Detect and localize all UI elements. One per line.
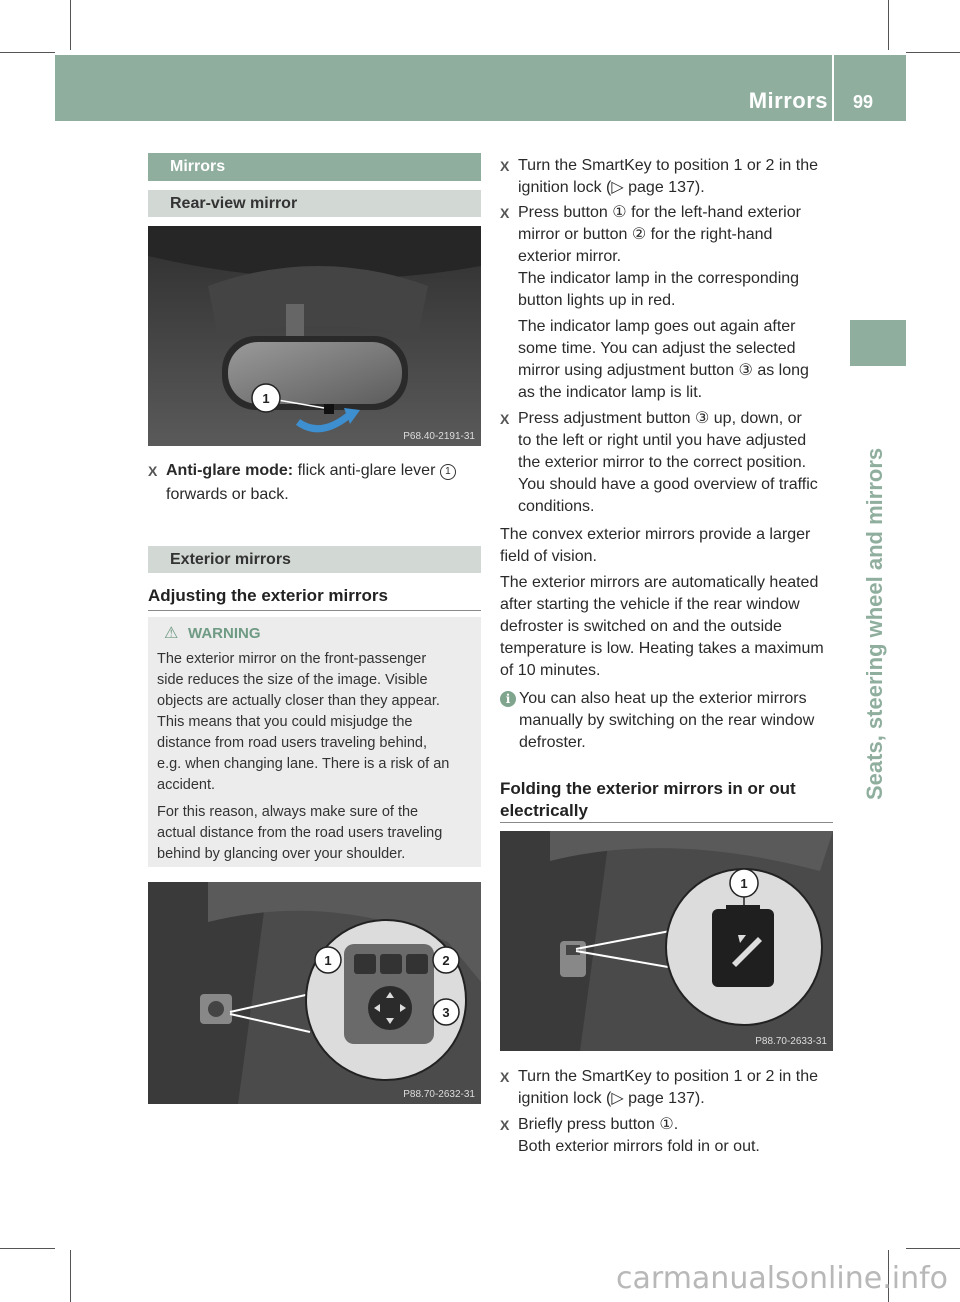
fold-mirror-switch-photo bbox=[500, 831, 833, 1051]
step-line: Briefly press button ①. bbox=[518, 1116, 679, 1133]
step-line: conditions. bbox=[518, 498, 595, 515]
warning-line: actual distance from the road users traveling bbox=[157, 825, 443, 841]
photo-code: P68.40-2191-31 bbox=[403, 431, 475, 442]
heading-rule bbox=[500, 822, 833, 823]
step-line: Turn the SmartKey to position 1 or 2 in the bbox=[518, 1068, 819, 1085]
crop-mark bbox=[888, 0, 889, 50]
antiglare-text: flick anti-glare lever bbox=[297, 462, 436, 479]
antiglare-text-2: forwards or back. bbox=[166, 486, 289, 503]
paragraph-convex bbox=[500, 524, 835, 568]
chapter-label bbox=[860, 380, 900, 800]
para-line: defroster is switched on and the outside bbox=[500, 618, 782, 635]
paragraph-heated bbox=[500, 572, 835, 682]
crop-mark bbox=[906, 1248, 960, 1249]
step-turn-key-2: X Turn the SmartKey to position 1 or 2 in the ignition lock (▷ page 137). bbox=[500, 1066, 835, 1110]
step-line: button lights up in red. bbox=[518, 292, 676, 309]
rearview-mirror-illustration bbox=[148, 226, 481, 446]
warning-text bbox=[157, 649, 479, 865]
section-exterior: Exterior mirrors bbox=[148, 546, 481, 573]
mirror-switch-illustration bbox=[148, 882, 481, 1104]
step-line: ignition lock (▷ page 137). bbox=[518, 1090, 705, 1107]
page-title: Mirrors bbox=[748, 88, 828, 113]
warning-line: behind by glancing over your shoulder. bbox=[157, 846, 406, 862]
fold-switch-illustration bbox=[500, 831, 833, 1051]
warning-icon: ⚠ bbox=[164, 625, 179, 642]
warning-line: This means that you could misjudge the bbox=[157, 714, 413, 730]
step-line: exterior mirror. bbox=[518, 248, 622, 265]
step-line: Press button ① for the left-hand exterior bbox=[518, 204, 801, 221]
antiglare-label: Anti-glare mode: bbox=[166, 462, 294, 479]
para-line: The exterior mirrors are automatically heated bbox=[500, 574, 819, 591]
para-line: of 10 minutes. bbox=[500, 662, 601, 679]
warning-line: The exterior mirror on the front-passenger bbox=[157, 651, 427, 667]
crop-mark bbox=[0, 1248, 55, 1249]
section-mirrors: Mirrors bbox=[148, 153, 481, 181]
step-line: You should have a good overview of traffic bbox=[518, 476, 818, 493]
warning-line: side reduces the size of the image. Visible bbox=[157, 672, 428, 688]
svg-text:1: 1 bbox=[324, 953, 332, 968]
info-icon: i bbox=[500, 691, 516, 707]
step-line: Turn the SmartKey to position 1 or 2 in the bbox=[518, 157, 819, 174]
step-line: the exterior mirror to the correct position. bbox=[518, 454, 807, 471]
warning-line: objects are actually closer than they appear. bbox=[157, 693, 440, 709]
step-line: to the left or right until you have adjusted bbox=[518, 432, 807, 449]
step-line: The indicator lamp goes out again after bbox=[518, 318, 796, 335]
step-line: Both exterior mirrors fold in or out. bbox=[518, 1138, 760, 1155]
step-line: some time. You can adjust the selected bbox=[518, 340, 796, 357]
para-line: temperature is low. Heating takes a maximum bbox=[500, 640, 824, 657]
info-line: manually by switching on the rear window bbox=[519, 712, 815, 729]
svg-text:1: 1 bbox=[740, 876, 748, 891]
heading-line: Folding the exterior mirrors in or out bbox=[500, 779, 796, 798]
photo-code: P88.70-2632-31 bbox=[403, 1089, 475, 1100]
step-line: as the indicator lamp is lit. bbox=[518, 384, 703, 401]
header-divider bbox=[832, 55, 834, 121]
para-line: after starting the vehicle if the rear window bbox=[500, 596, 800, 613]
para-line: The convex exterior mirrors provide a larger bbox=[500, 526, 811, 543]
step-line: mirror or button ② for the right-hand bbox=[518, 226, 773, 243]
step-line: The indicator lamp in the corresponding bbox=[518, 270, 800, 287]
warning-line: accident. bbox=[157, 777, 216, 793]
crop-mark bbox=[906, 52, 960, 53]
antiglare-step: X Anti-glare mode: flick anti-glare lever 1 forwards or back. bbox=[148, 460, 483, 506]
step-line: Press adjustment button ③ up, down, or bbox=[518, 410, 802, 427]
step-press-adjustment: X Press adjustment button ③ up, down, or to the left or right until you have adjusted the exterior mirror to the correct position. You should have a good overview of traffic conditions. bbox=[500, 408, 835, 518]
heading-adjusting: Adjusting the exterior mirrors bbox=[148, 586, 388, 605]
warning-line: For this reason, always make sure of the bbox=[157, 804, 419, 820]
svg-text:2: 2 bbox=[442, 953, 450, 968]
step-line: mirror using adjustment button ③ as long bbox=[518, 362, 809, 379]
heading-rule bbox=[148, 610, 481, 611]
info-line: defroster. bbox=[519, 734, 586, 751]
warning-line: distance from road users traveling behind, bbox=[157, 735, 428, 751]
info-line: You can also heat up the exterior mirrors bbox=[519, 690, 807, 707]
warning-line: e.g. when changing lane. There is a risk of an bbox=[157, 756, 450, 772]
photo-code: P88.70-2633-31 bbox=[755, 1036, 827, 1047]
step-press-button: X Press button ① for the left-hand exterior mirror or button ② for the right-hand exterior mirror. The indicator lamp in the corresponding button lights up in red. The indicator lamp goes out again after some time. You can adjust the selected mirror using adjustment button ③ as long as the indicator lamp is lit. bbox=[500, 202, 835, 404]
step-briefly-press: X Briefly press button ①. Both exterior mirrors fold in or out. bbox=[500, 1114, 835, 1158]
section-rearview: Rear-view mirror bbox=[148, 190, 481, 217]
para-line: field of vision. bbox=[500, 548, 597, 565]
heading-folding bbox=[500, 778, 796, 822]
step-turn-key: X Turn the SmartKey to position 1 or 2 in the ignition lock (▷ page 137). bbox=[500, 155, 835, 199]
warning-box bbox=[148, 617, 481, 867]
crop-mark bbox=[70, 0, 71, 50]
svg-text:3: 3 bbox=[442, 1005, 450, 1020]
exterior-mirror-switch-photo bbox=[148, 882, 481, 1104]
watermark: carmanualsonline.info bbox=[616, 1261, 948, 1296]
rearview-mirror-photo bbox=[148, 226, 481, 446]
heading-line: electrically bbox=[500, 801, 588, 820]
info-note bbox=[500, 688, 835, 754]
page-number: 99 bbox=[852, 92, 873, 112]
step-line: ignition lock (▷ page 137). bbox=[518, 179, 705, 196]
crop-mark bbox=[70, 1250, 71, 1302]
crop-mark bbox=[0, 52, 55, 53]
chapter-tab bbox=[850, 320, 906, 366]
chapter-label-text: Seats, steering wheel and mirrors bbox=[862, 447, 887, 800]
warning-title: WARNING bbox=[188, 625, 261, 642]
svg-text:1: 1 bbox=[262, 391, 270, 406]
